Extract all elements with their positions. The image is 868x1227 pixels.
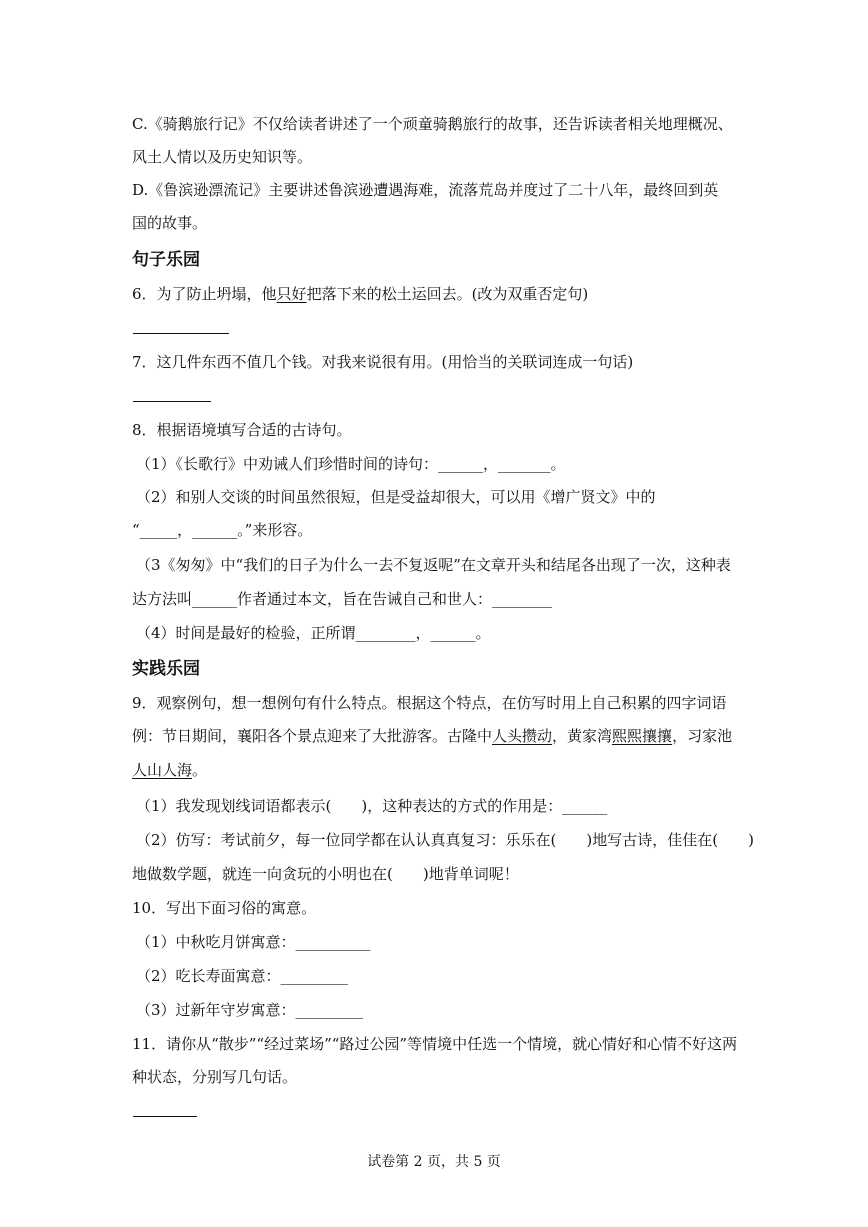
question-10: 10．写出下面习俗的寓意。 bbox=[132, 899, 317, 917]
question-8-2-line-1: （2）和别人交谈的时间虽然很短，但是受益却很大，可以用《增广贤文》中的 bbox=[136, 488, 656, 506]
q9-example-text-d: 。 bbox=[192, 761, 208, 779]
question-10-2: （2）吃长寿面寓意：_________ bbox=[136, 967, 349, 985]
question-6 bbox=[132, 284, 588, 304]
question-11-line-2: 种状态，分别写几句话。 bbox=[132, 1068, 298, 1086]
question-8-4: （4）时间是最好的检验，正所谓________，______。 bbox=[136, 624, 491, 642]
question-8: 8．根据语境填写合适的古诗句。 bbox=[132, 421, 352, 439]
question-9: 9．观察例句，想一想例句有什么特点。根据这个特点，在仿写时用上自己积累的四字词语 bbox=[132, 694, 727, 712]
option-c-line-1: C.《骑鹅旅行记》不仅给读者讲述了一个顽童骑鹅旅行的故事，还告诉读者相关地理概况、 bbox=[132, 115, 733, 133]
answer-blank-q7[interactable] bbox=[133, 401, 211, 402]
section-heading-practice: 实践乐园 bbox=[132, 659, 200, 679]
question-8-1: （1）《长歌行》中劝诫人们珍惜时间的诗句：______，_______。 bbox=[136, 455, 566, 473]
question-6-text-b: 把落下来的松土运回去。(改为双重否定句) bbox=[306, 285, 589, 303]
q9-example-text-a: 例：节日期间，襄阳各个景点迎来了大批游客。古隆中 bbox=[132, 727, 493, 745]
option-d-line-2: 国的故事。 bbox=[132, 214, 208, 232]
answer-blank-q11[interactable] bbox=[133, 1116, 197, 1117]
q9-underlined-word-2: 熙熙攘攘 bbox=[612, 727, 673, 745]
section-heading-sentence: 句子乐园 bbox=[132, 250, 200, 270]
question-9-2-line-1: （2）仿写：考试前夕，每一位同学都在认认真真复习：乐乐在( )地写古诗，佳佳在( ) bbox=[136, 831, 754, 849]
q9-example-text-c: ，习家池 bbox=[672, 727, 733, 745]
question-6-underlined-word: 只好 bbox=[276, 285, 307, 303]
question-11-line-1: 11．请你从“散步”“经过菜场”“路过公园”等情境中任选一个情境，就心情好和心情不好这两 bbox=[132, 1035, 738, 1053]
question-8-3-line-1: （3《匆匆》中“我们的日子为什么一去不复返呢”在文章开头和结尾各出现了一次，这种表 bbox=[136, 556, 731, 574]
q9-underlined-word-1: 人头攒动 bbox=[492, 727, 553, 745]
q9-example-text-b: ，黄家湾 bbox=[552, 727, 613, 745]
question-9-2-line-2: 地做数学题，就连一向贪玩的小明也在( )地背单词呢！ bbox=[132, 865, 519, 883]
answer-blank-q6[interactable] bbox=[133, 333, 229, 334]
question-7: 7．这几件东西不值几个钱。对我来说很有用。(用恰当的关联词连成一句话) bbox=[132, 353, 634, 371]
question-8-2-line-2: “_____，______。”来形容。 bbox=[132, 521, 313, 539]
q9-underlined-word-3: 人山人海 bbox=[132, 761, 193, 779]
question-9-example-line-1 bbox=[132, 726, 732, 746]
option-c-line-2: 风土人情以及历史知识等。 bbox=[132, 148, 313, 166]
question-10-1: （1）中秋吃月饼寓意：__________ bbox=[136, 933, 371, 951]
option-d-line-1: D.《鲁滨逊漂流记》主要讲述鲁滨逊遭遇海难，流落荒岛并度过了二十八年，最终回到英 bbox=[132, 181, 719, 199]
question-6-text-a: 6．为了防止坍塌，他 bbox=[132, 285, 277, 303]
question-10-3: （3）过新年守岁寓意：_________ bbox=[136, 1001, 364, 1019]
question-9-1: （1）我发现划线词语都表示( )，这种表达的方式的作用是：______ bbox=[136, 797, 608, 815]
question-8-3-line-2: 达方法叫______作者通过本文，旨在告诫自己和世人：________ bbox=[132, 590, 553, 608]
page-footer: 试卷第 2 页，共 5 页 bbox=[367, 1154, 501, 1170]
question-9-example-line-2 bbox=[132, 760, 207, 780]
